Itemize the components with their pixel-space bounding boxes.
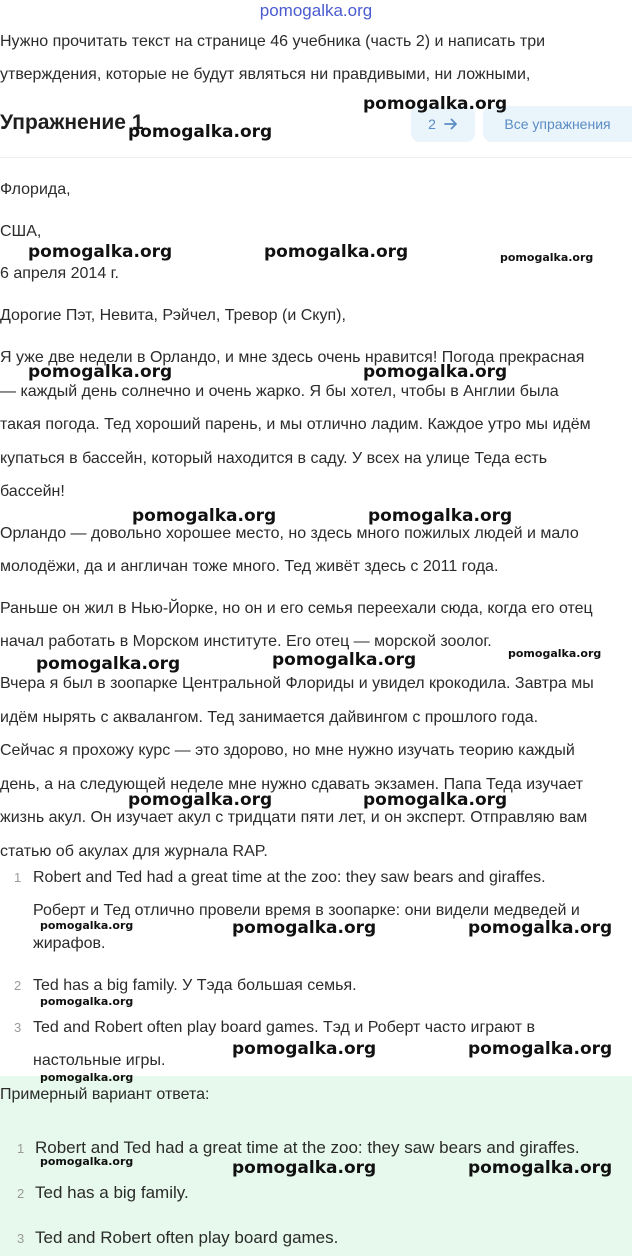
letter-p2-line: молодёжи, да и англичан тоже много. Тед живёт здесь с 2011 года. bbox=[0, 558, 499, 575]
watermark: pomogalka.org bbox=[28, 242, 173, 262]
statement-1: Robert and Ted had a great time at the zoo: they saw bears and giraffes. bbox=[33, 869, 546, 886]
watermark: pomogalka.org bbox=[232, 918, 377, 938]
watermark: pomogalka.org bbox=[468, 1039, 613, 1059]
answer-item: Ted has a big family. bbox=[35, 1183, 189, 1202]
list-number: 2 bbox=[14, 978, 22, 993]
statement-1-translation: Роберт и Тед отлично провели время в зоопарке: они видели медведей и bbox=[33, 902, 580, 919]
answer-item: Robert and Ted had a great time at the zoo: they saw bears and giraffes. bbox=[35, 1138, 580, 1157]
arrow-right-icon bbox=[444, 118, 458, 130]
list-number: 3 bbox=[14, 1020, 22, 1035]
watermark: pomogalka.org bbox=[363, 790, 508, 810]
watermark: pomogalka.org bbox=[232, 1039, 377, 1059]
list-number: 1 bbox=[17, 1141, 25, 1156]
letter-p1-line: Я уже две недели в Орландо, и мне здесь очень нравится! Погода прекрасная bbox=[0, 349, 585, 366]
watermark: pomogalka.org bbox=[36, 654, 181, 674]
letter-p4-line: день, а на следующей неделе мне нужно сдавать экзамен. Папа Теда изучает bbox=[0, 776, 584, 793]
statement-1-translation: жирафов. bbox=[33, 935, 106, 952]
letter-p1-line: купаться в бассейн, который находится в саду. У всех на улице Теда есть bbox=[0, 450, 548, 467]
header-divider bbox=[0, 157, 632, 158]
site-header[interactable]: pomogalka.org bbox=[259, 1, 373, 20]
letter-date: 6 апреля 2014 г. bbox=[0, 265, 119, 282]
letter-p4-line: Вчера я был в зоопарке Центральной Флориды и увидел крокодила. Завтра мы bbox=[0, 675, 594, 692]
watermark: pomogalka.org bbox=[500, 251, 594, 264]
answer-heading: Примерный вариант ответа: bbox=[0, 1086, 210, 1103]
watermark: pomogalka.org bbox=[363, 362, 508, 382]
letter-p4-line: жизнь акул. Он изучает акул с тридцати пяти лет, и он эксперт. Отправляю вам bbox=[0, 809, 588, 826]
list-number: 1 bbox=[14, 870, 22, 885]
letter-p4-line: Сейчас я прохожу курс — это здорово, но мне нужно изучать теорию каждый bbox=[0, 742, 575, 759]
watermark: pomogalka.org bbox=[40, 1155, 134, 1168]
letter-p2-line: Орландо — довольно хорошее место, но здесь много пожилых людей и мало bbox=[0, 525, 579, 542]
list-number: 3 bbox=[17, 1231, 25, 1246]
watermark: pomogalka.org bbox=[468, 918, 613, 938]
watermark: pomogalka.org bbox=[40, 919, 134, 932]
letter-p4-line: идём нырять с аквалангом. Тед занимается дайвингом с прошлого года. bbox=[0, 709, 539, 726]
watermark: pomogalka.org bbox=[40, 995, 134, 1008]
letter-p4-line: статью об акулах для журнала RAP. bbox=[0, 843, 268, 860]
all-exercises-button[interactable]: Все упражнения bbox=[483, 106, 632, 142]
letter-place-2: США, bbox=[0, 223, 42, 240]
watermark: pomogalka.org bbox=[128, 790, 273, 810]
list-number: 2 bbox=[17, 1186, 25, 1201]
watermark: pomogalka.org bbox=[508, 647, 602, 660]
watermark: pomogalka.org bbox=[28, 362, 173, 382]
watermark: pomogalka.org bbox=[264, 242, 409, 262]
statement-2: Ted has a big family. У Тэда большая семья. bbox=[33, 977, 357, 994]
exercise-title: Упражнение 1 bbox=[0, 111, 144, 134]
intro-line-2: утверждения, которые не будут являться ни правдивыми, ни ложными, bbox=[0, 66, 531, 83]
watermark: pomogalka.org bbox=[128, 122, 273, 142]
letter-p1-line: бассейн! bbox=[0, 483, 65, 500]
intro-line-1: Нужно прочитать текст на странице 46 учебника (часть 2) и написать три bbox=[0, 33, 546, 50]
statement-3: Ted and Robert often play board games. Тэд и Роберт часто играют в bbox=[33, 1019, 535, 1036]
watermark: pomogalka.org bbox=[363, 94, 508, 114]
watermark: pomogalka.org bbox=[132, 506, 277, 526]
letter-p1-line: — каждый день солнечно и очень жарко. Я бы хотел, чтобы в Англии была bbox=[0, 383, 559, 400]
letter-p3-line: начал работать в Морском институте. Его отец — морской зоолог. bbox=[0, 633, 492, 650]
letter-p3-line: Раньше он жил в Нью-Йорке, но он и его семья переехали сюда, когда его отец bbox=[0, 600, 593, 617]
watermark: pomogalka.org bbox=[40, 1071, 134, 1084]
letter-p1-line: такая погода. Тед хороший парень, и мы отлично ладим. Каждое утро мы идём bbox=[0, 416, 591, 433]
watermark: pomogalka.org bbox=[232, 1158, 377, 1178]
letter-greeting: Дорогие Пэт, Невита, Рэйчел, Тревор (и Скуп), bbox=[0, 307, 346, 324]
watermark: pomogalka.org bbox=[468, 1158, 613, 1178]
answer-item: Ted and Robert often play board games. bbox=[35, 1228, 339, 1247]
watermark: pomogalka.org bbox=[368, 506, 513, 526]
statement-3: настольные игры. bbox=[33, 1052, 166, 1069]
watermark: pomogalka.org bbox=[272, 650, 417, 670]
letter-place-1: Флорида, bbox=[0, 181, 71, 198]
next-exercise-label: 2 bbox=[428, 116, 436, 132]
